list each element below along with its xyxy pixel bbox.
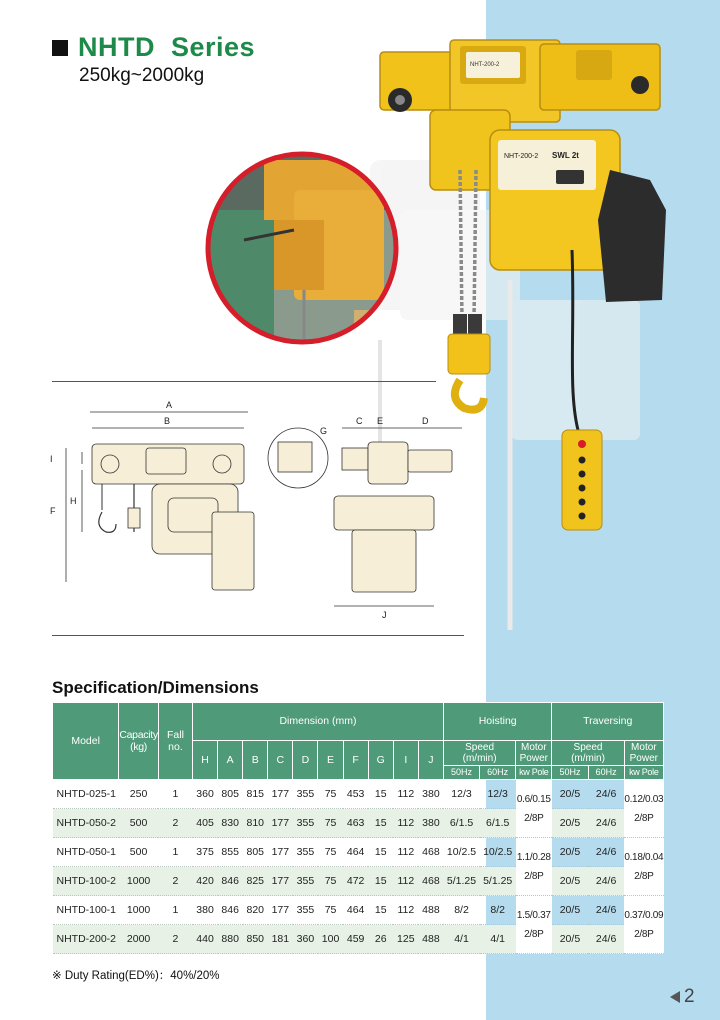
page-title: NHTD Series	[78, 32, 256, 62]
header-dim-J: J	[418, 741, 443, 780]
page-number	[670, 986, 695, 1008]
trolley-plate-text: NHT-200-2	[470, 62, 500, 68]
header-dim-F: F	[343, 741, 368, 780]
header-hoist-60hz: 60Hz	[480, 766, 516, 780]
cell-dim-J: 488	[418, 925, 443, 954]
cell-hoist-motor	[516, 896, 552, 954]
cell-hoist-60hz: 10/2.5	[480, 838, 516, 867]
cell-dim-A: 805	[218, 780, 243, 809]
dim-label-H: H	[70, 496, 77, 506]
table-row	[53, 925, 664, 954]
header-dimension: Dimension (mm)	[193, 703, 444, 741]
cell-dim-E: 75	[318, 838, 343, 867]
cell-dim-H: 440	[193, 925, 218, 954]
trav-motor-pole: 2/8P	[634, 870, 654, 882]
cell-dim-A: 855	[218, 838, 243, 867]
hoist-motor-kw: 1.1/0.28	[516, 851, 551, 863]
cell-dim-F: 463	[343, 809, 368, 838]
cell-trav-60hz: 24/6	[588, 838, 624, 867]
title-bullet-square	[52, 40, 68, 56]
cell-dim-G: 15	[368, 867, 393, 896]
hoist-motor-kw: 0.6/0.15	[516, 793, 551, 805]
cell-hoist-motor	[516, 838, 552, 896]
cell-trav-50hz: 20/5	[552, 780, 588, 809]
dimension-drawing	[52, 392, 466, 632]
cell-hoist-60hz: 6/1.5	[480, 809, 516, 838]
cell-dim-G: 15	[368, 780, 393, 809]
cell-hoist-50hz: 8/2	[443, 896, 479, 925]
cell-dim-E: 75	[318, 809, 343, 838]
cell-dim-I: 112	[393, 838, 418, 867]
cell-dim-C: 181	[268, 925, 293, 954]
cell-dim-G: 26	[368, 925, 393, 954]
hoist-motor-kw: 1.5/0.37	[516, 909, 551, 921]
header-fall: Fall no.	[158, 703, 192, 780]
cell-hoist-60hz: 4/1	[480, 925, 516, 954]
dim-label-A: A	[166, 400, 173, 410]
cell-trav-60hz: 24/6	[588, 780, 624, 809]
cell-dim-H: 405	[193, 809, 218, 838]
cell-dim-J: 468	[418, 867, 443, 896]
cell-model: NHTD-025-1	[53, 780, 119, 809]
cell-dim-J: 380	[418, 780, 443, 809]
table-row	[53, 809, 664, 838]
cell-dim-E: 75	[318, 867, 343, 896]
header-dim-E: E	[318, 741, 343, 780]
cell-dim-D: 355	[293, 896, 318, 925]
table-row	[53, 896, 664, 925]
header-trav-kwpole: kw Pole	[624, 766, 663, 780]
header-dim-G: G	[368, 741, 393, 780]
cell-hoist-60hz: 12/3	[480, 780, 516, 809]
header-hoist-speed: Speed (m/min)	[443, 741, 515, 766]
cell-trav-60hz: 24/6	[588, 809, 624, 838]
dim-label-D: D	[422, 416, 429, 426]
cell-hoist-50hz: 4/1	[443, 925, 479, 954]
cell-dim-H: 420	[193, 867, 218, 896]
header-dim-H: H	[193, 741, 218, 780]
cell-dim-F: 464	[343, 896, 368, 925]
cell-model: NHTD-100-1	[53, 896, 119, 925]
cell-dim-I: 125	[393, 925, 418, 954]
spec-table	[52, 702, 664, 954]
cell-dim-J: 468	[418, 838, 443, 867]
cell-dim-F: 453	[343, 780, 368, 809]
drawing-top-rule	[52, 381, 436, 382]
cell-trav-60hz: 24/6	[588, 925, 624, 954]
cell-dim-C: 177	[268, 838, 293, 867]
dim-label-I: I	[50, 454, 53, 464]
cell-capacity: 1000	[119, 896, 159, 925]
hoist-plate-model: NHT-200-2	[504, 153, 539, 160]
cell-dim-D: 355	[293, 867, 318, 896]
cell-trav-50hz: 20/5	[552, 809, 588, 838]
spec-heading: Specification/Dimensions	[52, 678, 259, 697]
cell-trav-60hz: 24/6	[588, 867, 624, 896]
cell-dim-I: 112	[393, 780, 418, 809]
cell-model: NHTD-050-2	[53, 809, 119, 838]
cell-capacity: 250	[119, 780, 159, 809]
cell-dim-A: 846	[218, 896, 243, 925]
cell-dim-E: 75	[318, 896, 343, 925]
cell-capacity: 500	[119, 838, 159, 867]
table-row	[53, 780, 664, 809]
cell-model: NHTD-050-1	[53, 838, 119, 867]
cell-dim-D: 360	[293, 925, 318, 954]
cell-trav-50hz: 20/5	[552, 867, 588, 896]
cell-trav-50hz: 20/5	[552, 896, 588, 925]
cell-dim-G: 15	[368, 896, 393, 925]
cell-dim-A: 830	[218, 809, 243, 838]
cell-dim-I: 112	[393, 867, 418, 896]
dim-label-E: E	[377, 416, 384, 426]
cell-dim-F: 472	[343, 867, 368, 896]
cell-dim-A: 880	[218, 925, 243, 954]
cell-dim-B: 815	[243, 780, 268, 809]
cell-dim-H: 380	[193, 896, 218, 925]
cell-trav-motor	[624, 838, 663, 896]
cell-dim-B: 825	[243, 867, 268, 896]
cell-capacity: 500	[119, 809, 159, 838]
header-dim-C: C	[268, 741, 293, 780]
cell-trav-50hz: 20/5	[552, 925, 588, 954]
cell-dim-G: 15	[368, 809, 393, 838]
cell-dim-I: 112	[393, 809, 418, 838]
cell-dim-A: 846	[218, 867, 243, 896]
cell-hoist-50hz: 10/2.5	[443, 838, 479, 867]
header-dim-I: I	[393, 741, 418, 780]
header-hoist-kwpole: kw Pole	[516, 766, 552, 780]
installation-inset-photo	[204, 150, 400, 346]
header-traversing: Traversing	[552, 703, 664, 741]
drawing-bottom-rule	[52, 635, 464, 636]
dim-label-C: C	[356, 416, 363, 426]
header-dim-B: B	[243, 741, 268, 780]
cell-dim-C: 177	[268, 809, 293, 838]
trav-motor-pole: 2/8P	[634, 928, 654, 940]
dim-label-J: J	[382, 610, 387, 620]
header-trav-motor: Motor Power	[624, 741, 663, 766]
cell-dim-G: 15	[368, 838, 393, 867]
dim-label-F: F	[50, 506, 56, 516]
page-number-text: 2	[684, 986, 695, 1007]
hoist-motor-pole: 2/8P	[524, 870, 544, 882]
header-hoist-motor: Motor Power	[516, 741, 552, 766]
cell-trav-motor	[624, 896, 663, 954]
cell-dim-E: 100	[318, 925, 343, 954]
cell-dim-C: 177	[268, 867, 293, 896]
table-row	[53, 867, 664, 896]
cell-hoist-50hz: 5/1.25	[443, 867, 479, 896]
cell-fall: 1	[158, 838, 192, 867]
cell-fall: 2	[158, 867, 192, 896]
cell-fall: 1	[158, 780, 192, 809]
cell-hoist-60hz: 5/1.25	[480, 867, 516, 896]
cell-dim-H: 360	[193, 780, 218, 809]
cell-capacity: 2000	[119, 925, 159, 954]
cell-dim-D: 355	[293, 809, 318, 838]
cell-model: NHTD-200-2	[53, 925, 119, 954]
hoist-plate-swl: SWL 2t	[552, 151, 579, 160]
header-dim-A: A	[218, 741, 243, 780]
cell-dim-D: 355	[293, 780, 318, 809]
cell-dim-E: 75	[318, 780, 343, 809]
header-dim-D: D	[293, 741, 318, 780]
hoist-motor-pole: 2/8P	[524, 812, 544, 824]
cell-trav-50hz: 20/5	[552, 838, 588, 867]
trav-motor-kw: 0.12/0.03	[624, 793, 664, 805]
cell-dim-C: 177	[268, 780, 293, 809]
cell-dim-J: 488	[418, 896, 443, 925]
duty-rating-footnote: ※ Duty Rating(ED%)：40%/20%	[52, 970, 220, 982]
cell-hoist-50hz: 6/1.5	[443, 809, 479, 838]
trav-motor-pole: 2/8P	[634, 812, 654, 824]
dim-label-G: G	[320, 426, 328, 436]
triangle-left-icon	[670, 991, 680, 1003]
cell-dim-F: 464	[343, 838, 368, 867]
hoist-motor-pole: 2/8P	[524, 928, 544, 940]
cell-dim-C: 177	[268, 896, 293, 925]
cell-hoist-motor	[516, 780, 552, 838]
table-row	[53, 838, 664, 867]
cell-fall: 2	[158, 925, 192, 954]
cell-dim-F: 459	[343, 925, 368, 954]
header-hoist-50hz: 50Hz	[443, 766, 479, 780]
cell-dim-B: 850	[243, 925, 268, 954]
header-hoisting: Hoisting	[443, 703, 551, 741]
header-trav-50hz: 50Hz	[552, 766, 588, 780]
cell-dim-D: 355	[293, 838, 318, 867]
cell-dim-J: 380	[418, 809, 443, 838]
trav-motor-kw: 0.37/0.09	[624, 909, 664, 921]
cell-dim-B: 820	[243, 896, 268, 925]
cell-model: NHTD-100-2	[53, 867, 119, 896]
cell-capacity: 1000	[119, 867, 159, 896]
capacity-range: 250kg~2000kg	[79, 65, 205, 86]
cell-fall: 2	[158, 809, 192, 838]
trav-motor-kw: 0.18/0.04	[624, 851, 664, 863]
header-trav-speed: Speed (m/min)	[552, 741, 624, 766]
header-capacity: Capacity (kg)	[119, 703, 159, 780]
cell-hoist-50hz: 12/3	[443, 780, 479, 809]
cell-dim-B: 810	[243, 809, 268, 838]
cell-trav-60hz: 24/6	[588, 896, 624, 925]
dim-label-B: B	[164, 416, 171, 426]
header-model: Model	[53, 703, 119, 780]
cell-dim-H: 375	[193, 838, 218, 867]
header-trav-60hz: 60Hz	[588, 766, 624, 780]
cell-fall: 1	[158, 896, 192, 925]
title-block	[52, 32, 255, 87]
cell-dim-B: 805	[243, 838, 268, 867]
cell-hoist-60hz: 8/2	[480, 896, 516, 925]
cell-trav-motor	[624, 780, 663, 838]
cell-dim-I: 112	[393, 896, 418, 925]
